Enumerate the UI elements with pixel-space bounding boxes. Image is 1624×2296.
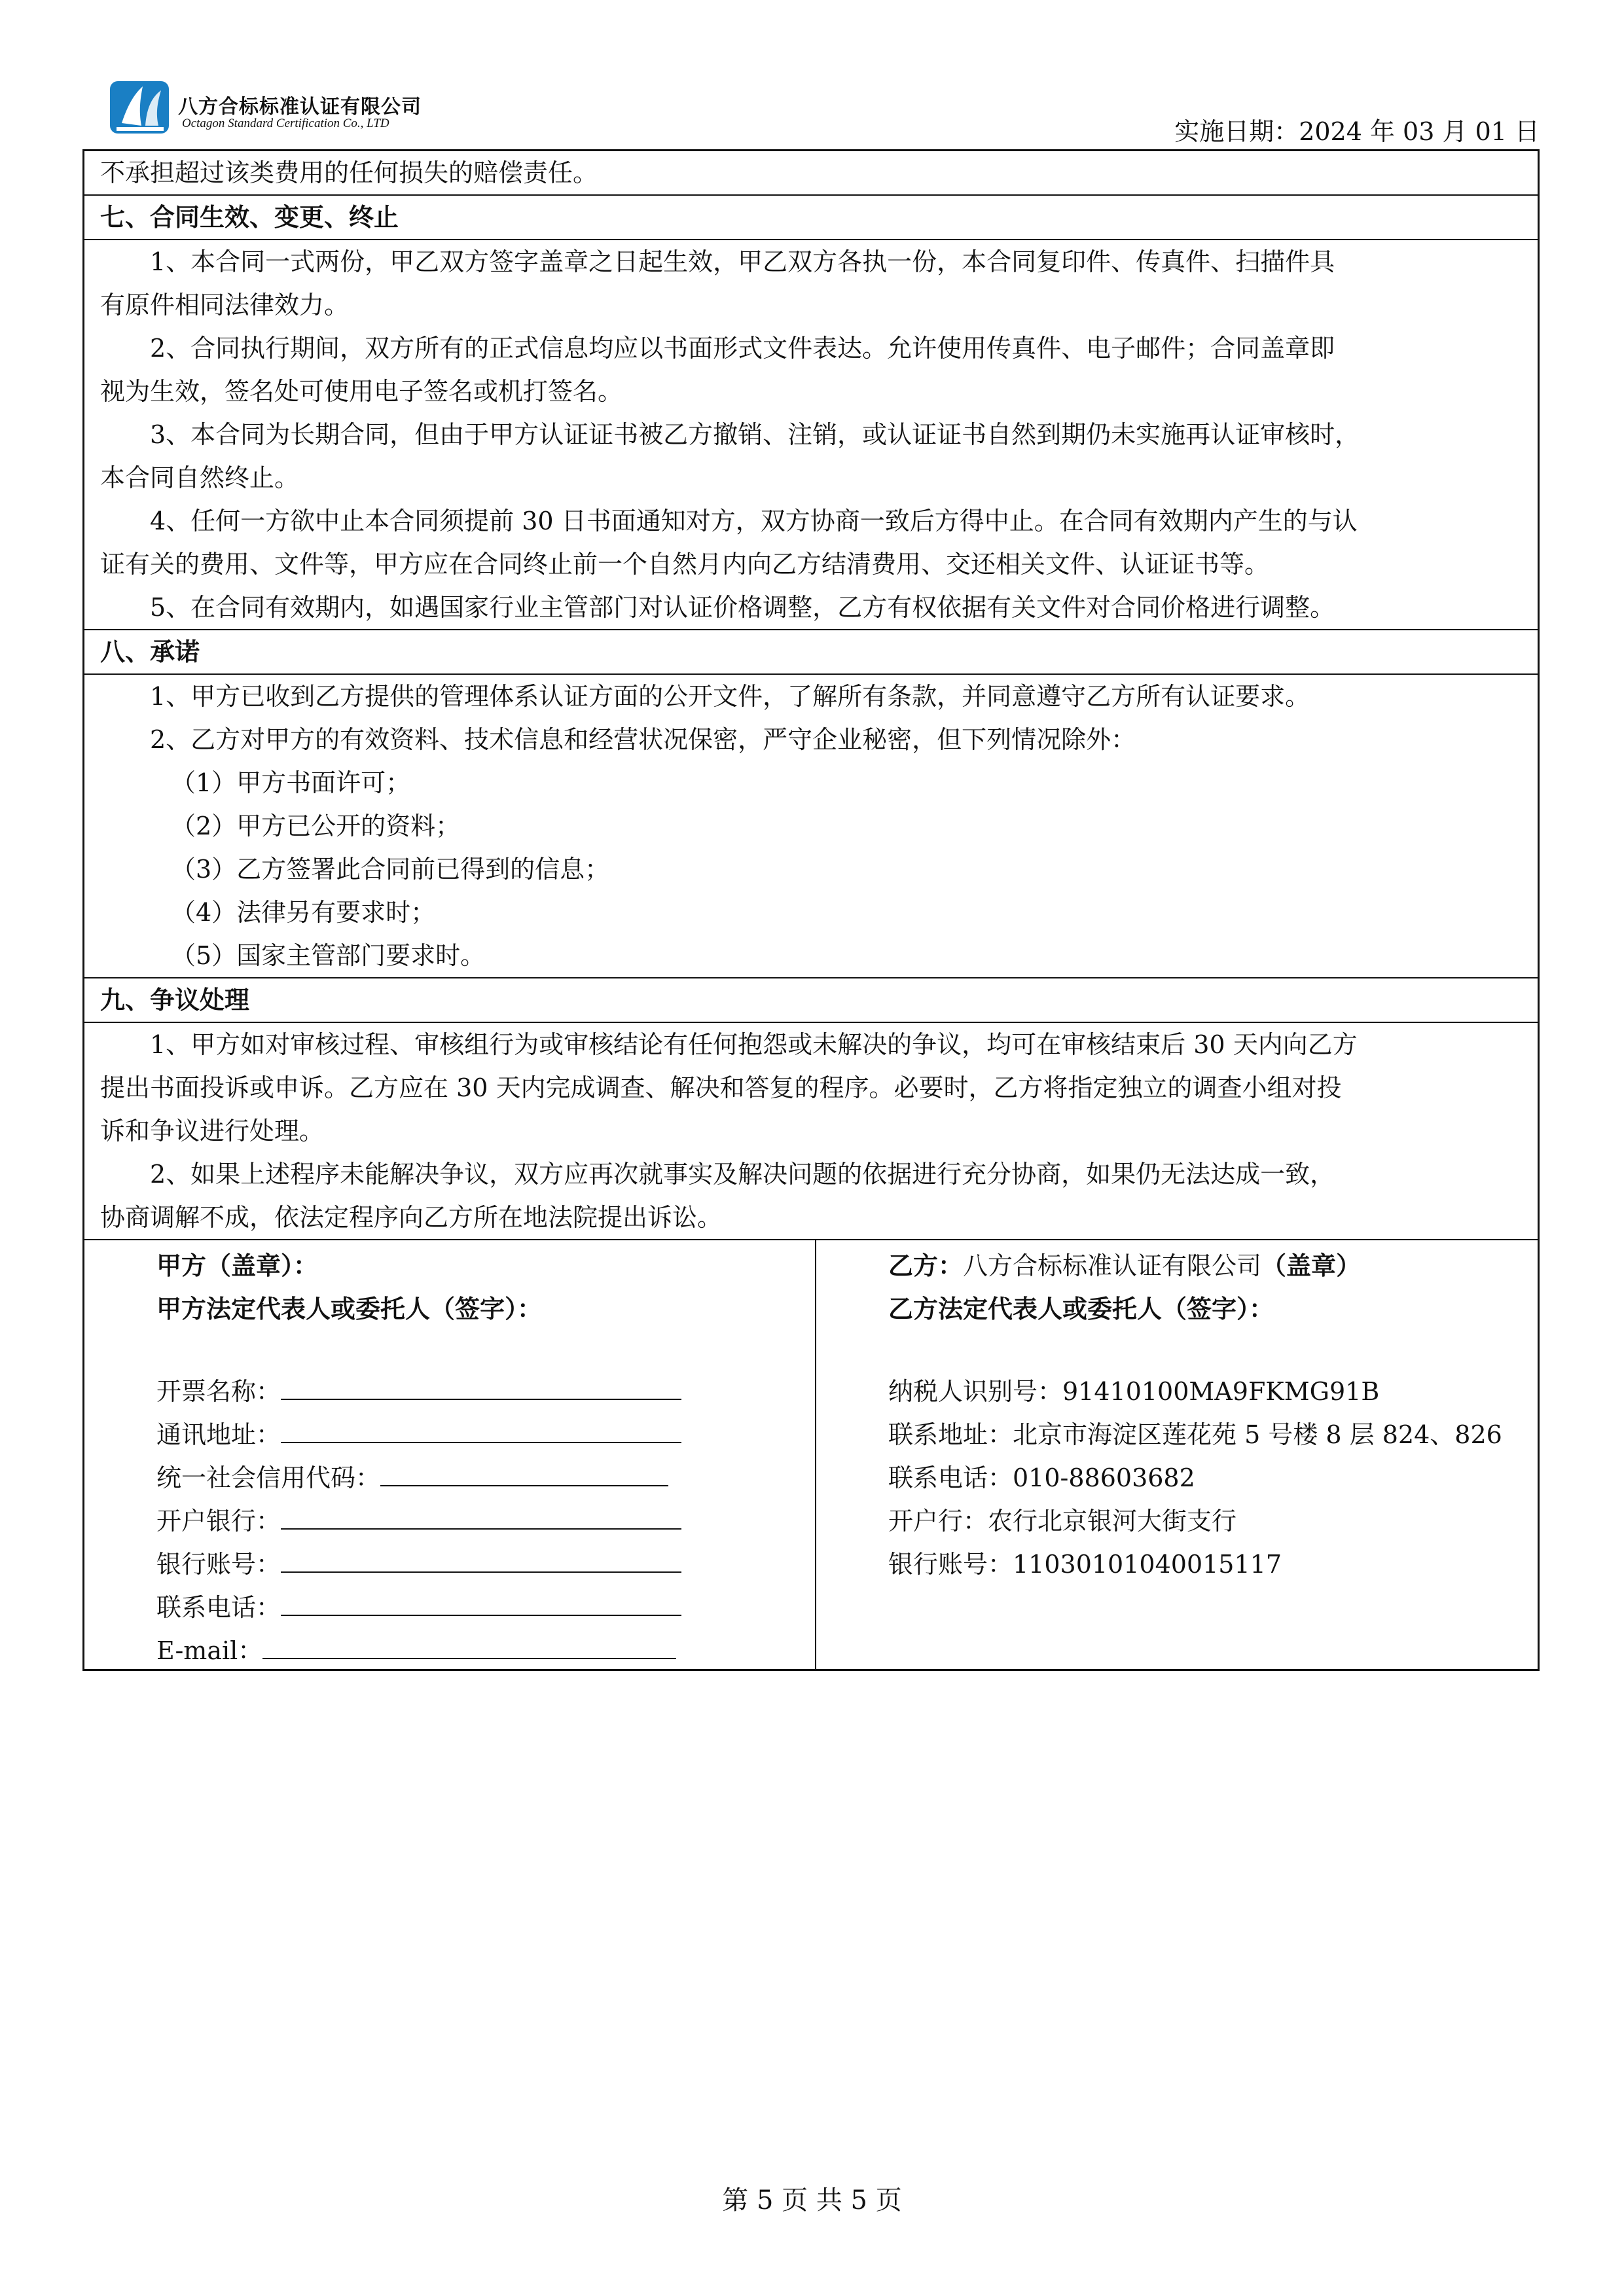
section-8-item-3: （3）乙方签署此合同前已得到的信息；	[171, 855, 610, 884]
section-9-para-1: 1、甲方如对审核过程、审核组行为或审核结论有任何抱怨或未解决的争议，均可在审核结束后 30 天内向乙方 提出书面投诉或申诉。乙方应在 30 天内完成调查、解决和答复的程序。必要时，乙方将指定独立的调查小组对投 诉和争议进行处理。	[100, 1030, 1358, 1145]
party-b-bank: 开户行：农行北京银河大街支行	[888, 1507, 1237, 1535]
party-b-phone: 联系电话：010-88603682	[888, 1463, 1195, 1492]
party-b-address: 联系地址：北京市海淀区莲花苑 5 号楼 8 层 824、826	[888, 1420, 1502, 1449]
party-a-field-address: 通讯地址：	[156, 1413, 681, 1456]
invoice-name-input[interactable]	[281, 1370, 681, 1400]
party-a-field-credit-code: 统一社会信用代码：	[156, 1456, 668, 1499]
party-b-block	[816, 1240, 1538, 1669]
company-logo	[109, 77, 514, 137]
signature-block	[84, 1239, 1538, 1669]
section-8-item-1: （1）甲方书面许可；	[171, 768, 411, 797]
carryover-text: 不承担超过该类费用的任何损失的赔偿责任。	[100, 158, 598, 187]
section-7-title: 七、合同生效、变更、终止	[100, 203, 399, 232]
section-7-para-2: 2、合同执行期间，双方所有的正式信息均应以书面形式文件表达。允许使用传真件、电子邮件；合同盖章即 视为生效，签名处可使用电子签名或机打签名。	[100, 334, 1335, 406]
party-a-block	[84, 1240, 816, 1669]
company-name-cn: 八方合标标准认证有限公司	[178, 96, 422, 118]
section-7-title-row	[84, 194, 1538, 239]
section-9-body	[84, 1022, 1538, 1239]
section-7-para-4: 4、任何一方欲中止本合同须提前 30 日书面通知对方，双方协商一致后方得中止。在合同有效期内产生的与认 证有关的费用、文件等，甲方应在合同终止前一个自然月内向乙方结清费用、交还相关文件、认证证书等。	[100, 507, 1358, 579]
section-8-item-4: （4）法律另有要求时；	[171, 898, 436, 927]
section-8-body	[84, 673, 1538, 977]
page-number: 第 5 页 共 5 页	[722, 2185, 902, 2215]
party-a-rep: 甲方法定代表人或委托人（签字）：	[156, 1295, 543, 1323]
section-7-para-3: 3、本合同为长期合同，但由于甲方认证证书被乙方撤销、注销，或认证证书自然到期仍未实施再认证审核时， 本合同自然终止。	[100, 420, 1360, 492]
section-9-title: 九、争议处理	[100, 986, 250, 1014]
party-a-field-account: 银行账号：	[156, 1543, 681, 1586]
implementation-date: 实施日期：2024 年 03 月 01 日	[1174, 117, 1540, 146]
party-b-title: 乙方：八方合标标准认证有限公司（盖章）	[888, 1251, 1362, 1280]
section-8-item-2: （2）甲方已公开的资料；	[171, 812, 461, 840]
party-b-tax-id: 纳税人识别号：91410100MA9FKMG91B	[888, 1377, 1380, 1406]
carryover-row	[84, 151, 1538, 194]
party-a-field-email: E-mail：	[156, 1629, 676, 1672]
section-7-body	[84, 239, 1538, 629]
party-b-account: 银行账号：11030101040015117	[888, 1550, 1282, 1579]
bank-input[interactable]	[281, 1499, 681, 1530]
section-7-para-1: 1、本合同一式两份，甲乙双方签字盖章之日起生效，甲乙双方各执一份，本合同复印件、传真件、扫描件具 有原件相同法律效力。	[100, 247, 1335, 319]
section-8-title: 八、承诺	[100, 637, 200, 666]
section-8-title-row	[84, 629, 1538, 673]
company-logo-icon	[109, 77, 171, 137]
phone-input[interactable]	[281, 1586, 681, 1616]
contract-table	[82, 149, 1540, 1671]
party-b-rep: 乙方法定代表人或委托人（签字）：	[888, 1295, 1274, 1323]
credit-code-input[interactable]	[380, 1456, 668, 1486]
party-a-field-phone: 联系电话：	[156, 1586, 681, 1629]
account-input[interactable]	[281, 1543, 681, 1573]
section-8-para-2: 2、乙方对甲方的有效资料、技术信息和经营状况保密，严守企业秘密，但下列情况除外：	[150, 725, 1136, 754]
page-header	[82, 72, 1540, 151]
party-a-title: 甲方（盖章）：	[156, 1251, 319, 1280]
section-8-para-1: 1、甲方已收到乙方提供的管理体系认证方面的公开文件，了解所有条款，并同意遵守乙方所有认证要求。	[150, 682, 1310, 711]
party-a-field-invoice-name: 开票名称：	[156, 1370, 681, 1413]
address-input[interactable]	[281, 1413, 681, 1443]
section-7-para-5: 5、在合同有效期内，如遇国家行业主管部门对认证价格调整，乙方有权依据有关文件对合同价格进行调整。	[150, 593, 1335, 622]
section-8-item-5: （5）国家主管部门要求时。	[171, 941, 486, 970]
section-9-title-row	[84, 977, 1538, 1022]
party-a-field-bank: 开户银行：	[156, 1499, 681, 1543]
company-name-en: Octagon Standard Certification Co., LTD	[182, 117, 389, 130]
section-9-para-2: 2、如果上述程序未能解决争议，双方应再次就事实及解决问题的依据进行充分协商，如果仍无法达成一致， 协商调解不成，依法定程序向乙方所在地法院提出诉讼。	[100, 1160, 1335, 1232]
email-input[interactable]	[262, 1629, 676, 1659]
